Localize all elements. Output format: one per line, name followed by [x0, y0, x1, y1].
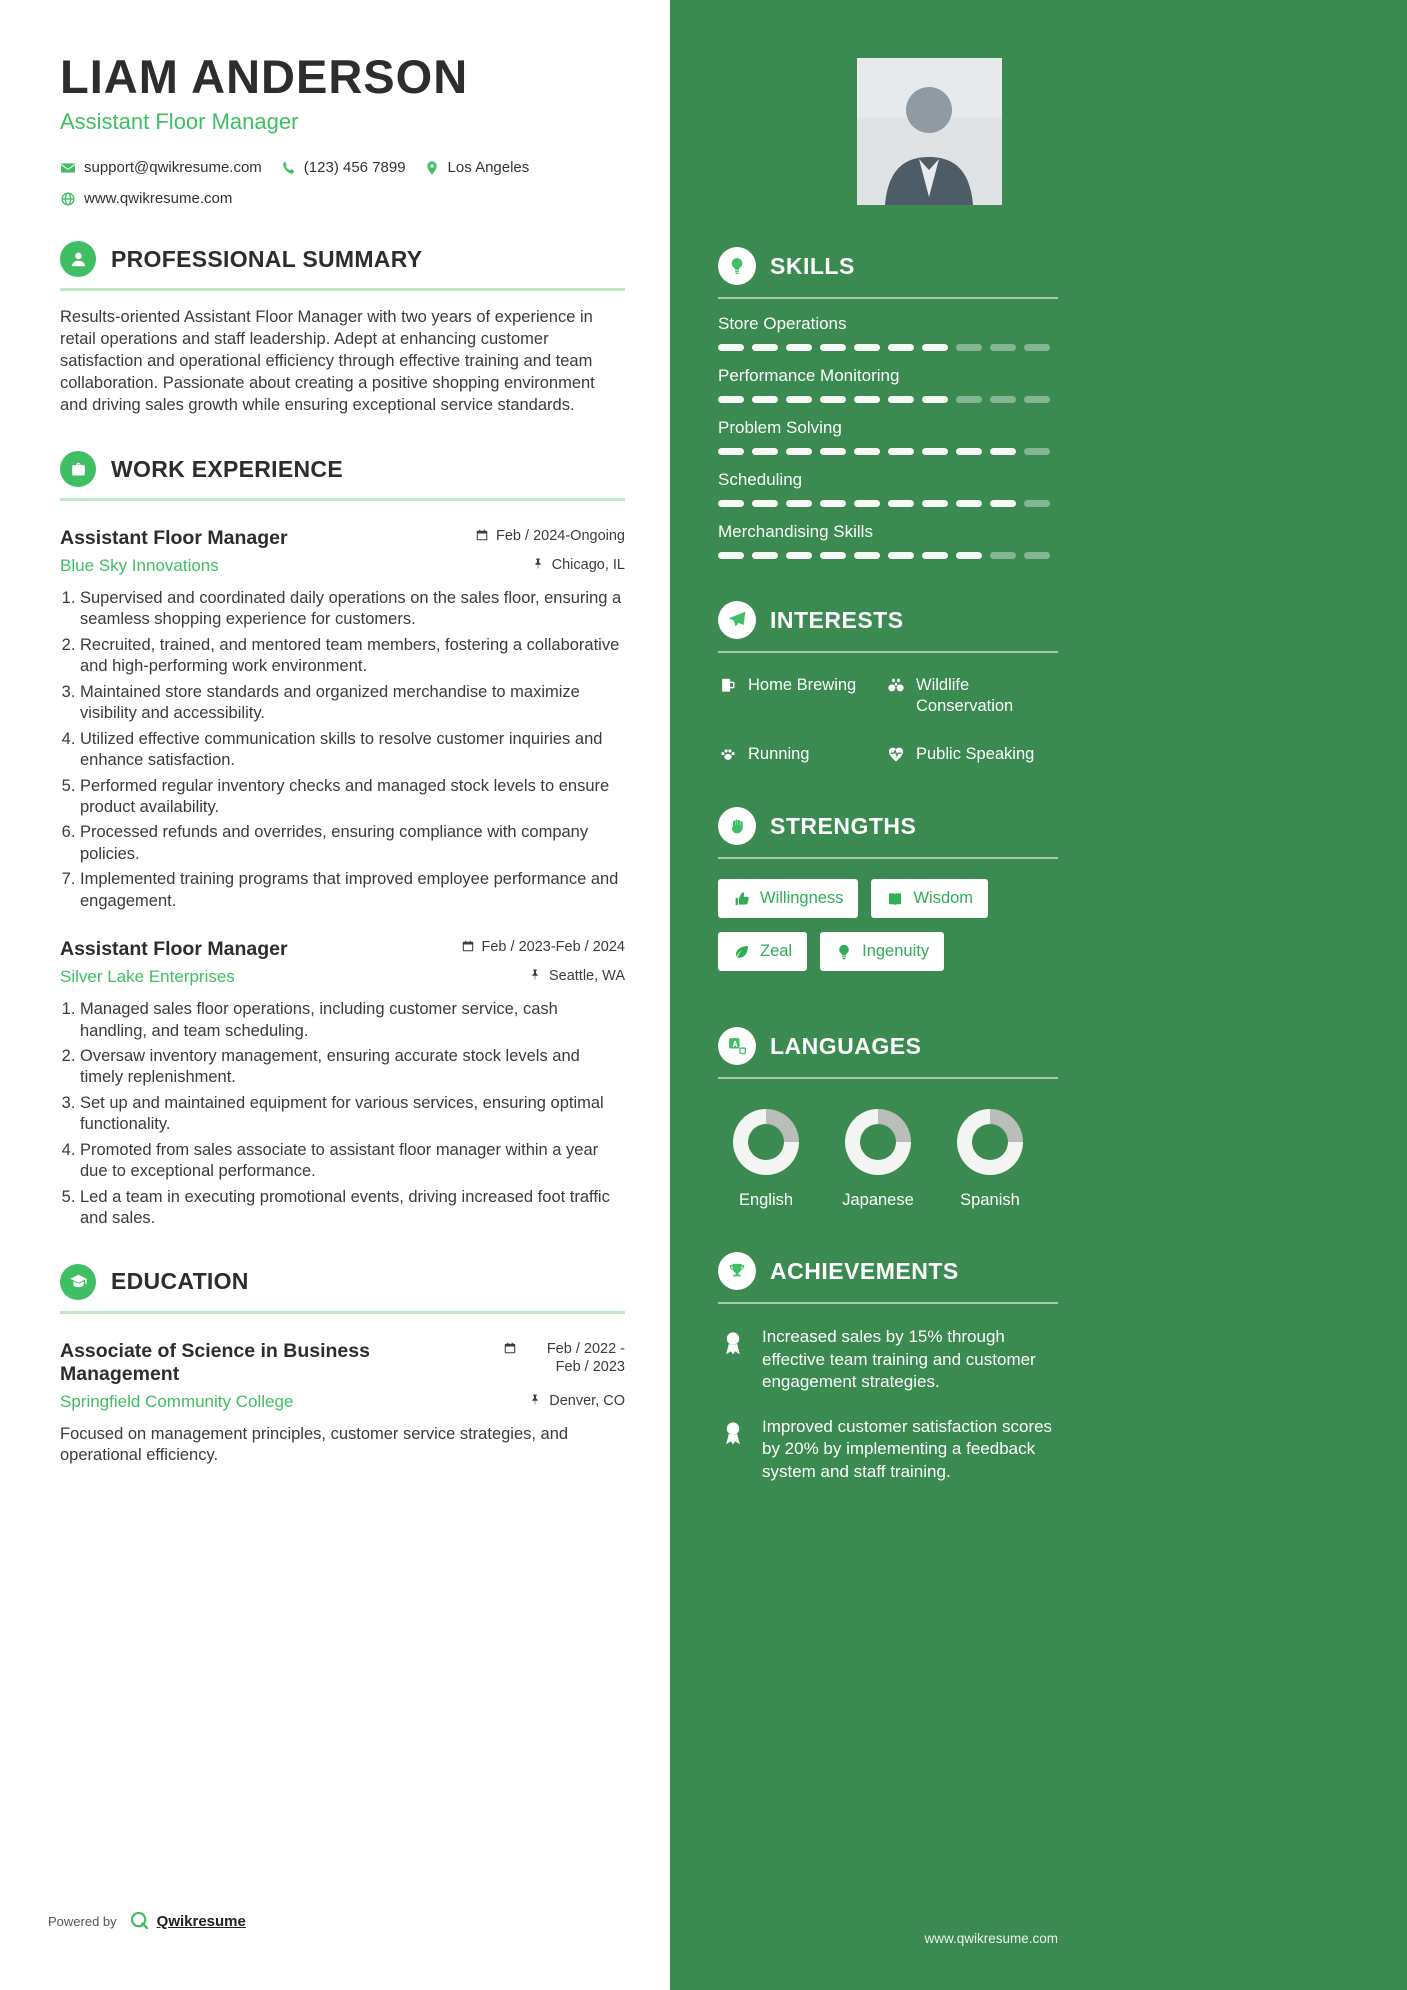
job-bullet-list	[60, 999, 625, 1229]
language-label: English	[738, 1191, 794, 1210]
location-text: Los Angeles	[447, 159, 530, 177]
leaf-icon	[733, 943, 751, 961]
pushpin-icon	[528, 968, 542, 982]
briefcase-icon	[60, 451, 96, 487]
job-location: Seattle, WA	[447, 967, 625, 985]
strength-label: Ingenuity	[862, 942, 930, 961]
interests-section	[718, 601, 1058, 765]
job-company: Blue Sky Innovations	[60, 556, 219, 576]
strength-badge	[718, 932, 807, 971]
strength-badge	[871, 879, 988, 918]
languages-heading	[718, 1027, 1058, 1079]
job-company: Silver Lake Enterprises	[60, 967, 235, 987]
contact-phone	[280, 159, 406, 176]
medal-icon	[718, 1418, 748, 1448]
skill-label: Merchandising Skills	[718, 522, 873, 541]
job-bullet: 1. Managed sales floor operations, including customer service, cash handling, and team scheduling.	[80, 999, 625, 1042]
thumbs-up-icon	[733, 890, 751, 908]
job-date: Feb / 2024-Ongoing	[447, 527, 625, 545]
skills-section	[718, 247, 1058, 559]
paper-plane-icon	[718, 601, 756, 639]
location-pin-icon	[424, 160, 440, 176]
beer-mug-icon	[718, 675, 738, 695]
job-bullet: 2. Oversaw inventory management, ensuring accurate stock levels and timely replenishment.	[80, 1046, 625, 1089]
interest-item	[886, 744, 1058, 765]
skills-title: SKILLS	[770, 252, 855, 279]
job-bullet: 5. Led a team in executing promotional events, driving increased foot traffic and sales.	[80, 1187, 625, 1230]
education-section	[60, 1264, 625, 1468]
language-item	[718, 1109, 814, 1210]
job-title: Assistant Floor Manager	[60, 938, 288, 961]
contact-email[interactable]	[60, 159, 262, 176]
skill-item	[718, 522, 1058, 559]
achievement-item	[718, 1326, 1058, 1393]
job-date: Feb / 2023-Feb / 2024	[447, 938, 625, 956]
phone-icon	[280, 160, 296, 176]
envelope-icon	[60, 160, 76, 176]
interest-label: Home Brewing	[748, 676, 857, 694]
contact-location	[424, 159, 530, 176]
language-label: Japanese	[842, 1191, 914, 1210]
strength-label: Wisdom	[913, 889, 974, 908]
skill-item	[718, 470, 1058, 507]
lightbulb-icon	[835, 943, 853, 961]
job-bullet: 3. Maintained store standards and organized merchandise to maximize visibility and accessibility.	[80, 682, 625, 725]
skill-bar	[718, 448, 1058, 455]
strengths-section	[718, 807, 1058, 985]
phone-text: (123) 456 7899	[303, 159, 406, 177]
strength-label: Willingness	[760, 889, 844, 908]
skill-bar	[718, 396, 1058, 403]
language-donut-chart	[957, 1109, 1023, 1175]
job-entry	[60, 938, 625, 1229]
job-bullet: 1. Supervised and coordinated daily operations on the sales floor, ensuring a seamless shopping experience for customers.	[80, 588, 625, 631]
qwikresume-logo-link[interactable]	[129, 1910, 246, 1932]
profile-photo	[857, 58, 1002, 205]
job-bullet-list	[60, 588, 625, 912]
powered-by-footer	[48, 1910, 246, 1932]
globe-icon	[60, 191, 76, 207]
summary-heading	[60, 241, 625, 291]
education-heading	[60, 1264, 625, 1314]
pushpin-icon	[528, 1393, 542, 1407]
interest-item	[718, 675, 886, 718]
job-bullet: 2. Recruited, trained, and mentored team members, fostering a collaborative and high-performing work environment.	[80, 635, 625, 678]
skill-label: Store Operations	[718, 314, 847, 333]
powered-by-label: Powered by	[48, 1913, 117, 1929]
skill-bar	[718, 552, 1058, 559]
languages-title: LANGUAGES	[770, 1032, 922, 1059]
email-text: support@qwikresume.com	[84, 159, 262, 177]
language-donut-chart	[845, 1109, 911, 1175]
candidate-title: Assistant Floor Manager	[60, 109, 299, 135]
job-bullet: 7. Implemented training programs that improved employee performance and engagement.	[80, 869, 625, 912]
experience-heading	[60, 451, 625, 501]
achievements-title: ACHIEVEMENTS	[770, 1257, 959, 1284]
pushpin-icon	[531, 557, 545, 571]
trophy-icon	[718, 1252, 756, 1290]
translate-icon	[718, 1027, 756, 1065]
job-title: Assistant Floor Manager	[60, 527, 288, 550]
language-label: Spanish	[960, 1191, 1020, 1210]
job-bullet: 3. Set up and maintained equipment for various services, ensuring optimal functionality.	[80, 1093, 625, 1136]
degree-name: Associate of Science in Business Management	[60, 1339, 370, 1385]
skill-label: Scheduling	[718, 470, 803, 489]
achievement-item	[718, 1416, 1058, 1483]
job-bullet: 5. Performed regular inventory checks and managed stock levels to ensure product availability.	[80, 776, 625, 819]
interest-item	[886, 675, 1058, 718]
achievements-section	[718, 1252, 1058, 1483]
footer-website-link[interactable]: www.qwikresume.com	[924, 1931, 1058, 1946]
summary-title: PROFESSIONAL SUMMARY	[111, 245, 423, 272]
strength-badge	[820, 932, 944, 971]
interest-item	[718, 744, 886, 765]
medal-icon	[718, 1328, 748, 1358]
skill-label: Problem Solving	[718, 418, 842, 437]
language-donut-chart	[733, 1109, 799, 1175]
contact-website[interactable]	[60, 190, 232, 207]
user-icon	[60, 241, 96, 277]
skill-label: Performance Monitoring	[718, 366, 900, 385]
job-bullet: 4. Promoted from sales associate to assistant floor manager within a year due to exceptional performance.	[80, 1140, 625, 1183]
binoculars-icon	[886, 675, 906, 695]
graduation-cap-icon	[60, 1264, 96, 1300]
brand-name: Qwikresume	[156, 1912, 246, 1930]
website-text: www.qwikresume.com	[84, 190, 233, 208]
achievements-heading	[718, 1252, 1058, 1304]
contact-block	[60, 159, 625, 207]
interests-heading	[718, 601, 1058, 653]
skill-bar	[718, 344, 1058, 351]
book-icon	[886, 890, 904, 908]
strength-label: Zeal	[760, 942, 793, 961]
heart-pulse-icon	[886, 744, 906, 764]
calendar-icon	[475, 528, 489, 542]
calendar-icon	[503, 1341, 517, 1355]
q-logo-icon	[129, 1910, 151, 1932]
interests-title: INTERESTS	[770, 606, 904, 633]
education-title: EDUCATION	[111, 1268, 249, 1295]
skill-item	[718, 418, 1058, 455]
left-column	[0, 0, 670, 1467]
achievement-text: Improved customer satisfaction scores by 20% by implementing a feedback system and staff training.	[762, 1416, 1053, 1481]
strength-badge	[718, 879, 858, 918]
lightbulb-icon	[718, 247, 756, 285]
achievement-text: Increased sales by 15% through effective team training and customer engagement strategies.	[762, 1327, 1036, 1392]
profile-photo-placeholder	[857, 58, 1002, 205]
interest-label: Wildlife Conservation	[916, 676, 1014, 716]
fist-icon	[718, 807, 756, 845]
candidate-name: LIAM ANDERSON	[60, 50, 469, 103]
language-item	[830, 1109, 926, 1210]
experience-section	[60, 451, 625, 1230]
calendar-icon	[461, 939, 475, 953]
interest-label: Running	[748, 744, 810, 763]
language-item	[942, 1109, 1038, 1210]
skill-bar	[718, 500, 1058, 507]
interest-label: Public Speaking	[916, 744, 1035, 763]
job-location: Chicago, IL	[447, 556, 625, 574]
languages-section	[718, 1027, 1058, 1210]
strengths-title: STRENGTHS	[770, 812, 917, 839]
summary-section	[60, 241, 625, 417]
right-panel	[670, 0, 1407, 1990]
job-bullet: 6. Processed refunds and overrides, ensuring compliance with company policies.	[80, 822, 625, 865]
strengths-heading	[718, 807, 1058, 859]
skill-item	[718, 366, 1058, 403]
education-date: Feb / 2022 - Feb / 2023	[503, 1340, 625, 1376]
summary-text: Results-oriented Assistant Floor Manager with two years of experience in retail operations and staff leadership. Adept at enhancing customer satisfaction and operational efficiency through effective training and team collaboration. Passionate about creating a positive shopping environment and driving sales growth while ensuring exceptional service standards.	[60, 308, 595, 415]
skill-item	[718, 314, 1058, 351]
experience-title: WORK EXPERIENCE	[111, 455, 343, 482]
paw-icon	[718, 744, 738, 764]
job-entry	[60, 527, 625, 912]
education-description: Focused on management principles, customer service strategies, and operational efficiency.	[60, 1424, 569, 1465]
job-bullet: 4. Utilized effective communication skills to resolve customer inquiries and enhance satisfaction.	[80, 729, 625, 772]
education-location: Denver, CO	[447, 1392, 625, 1410]
school-name: Springfield Community College	[60, 1391, 294, 1411]
skills-heading	[718, 247, 1058, 299]
